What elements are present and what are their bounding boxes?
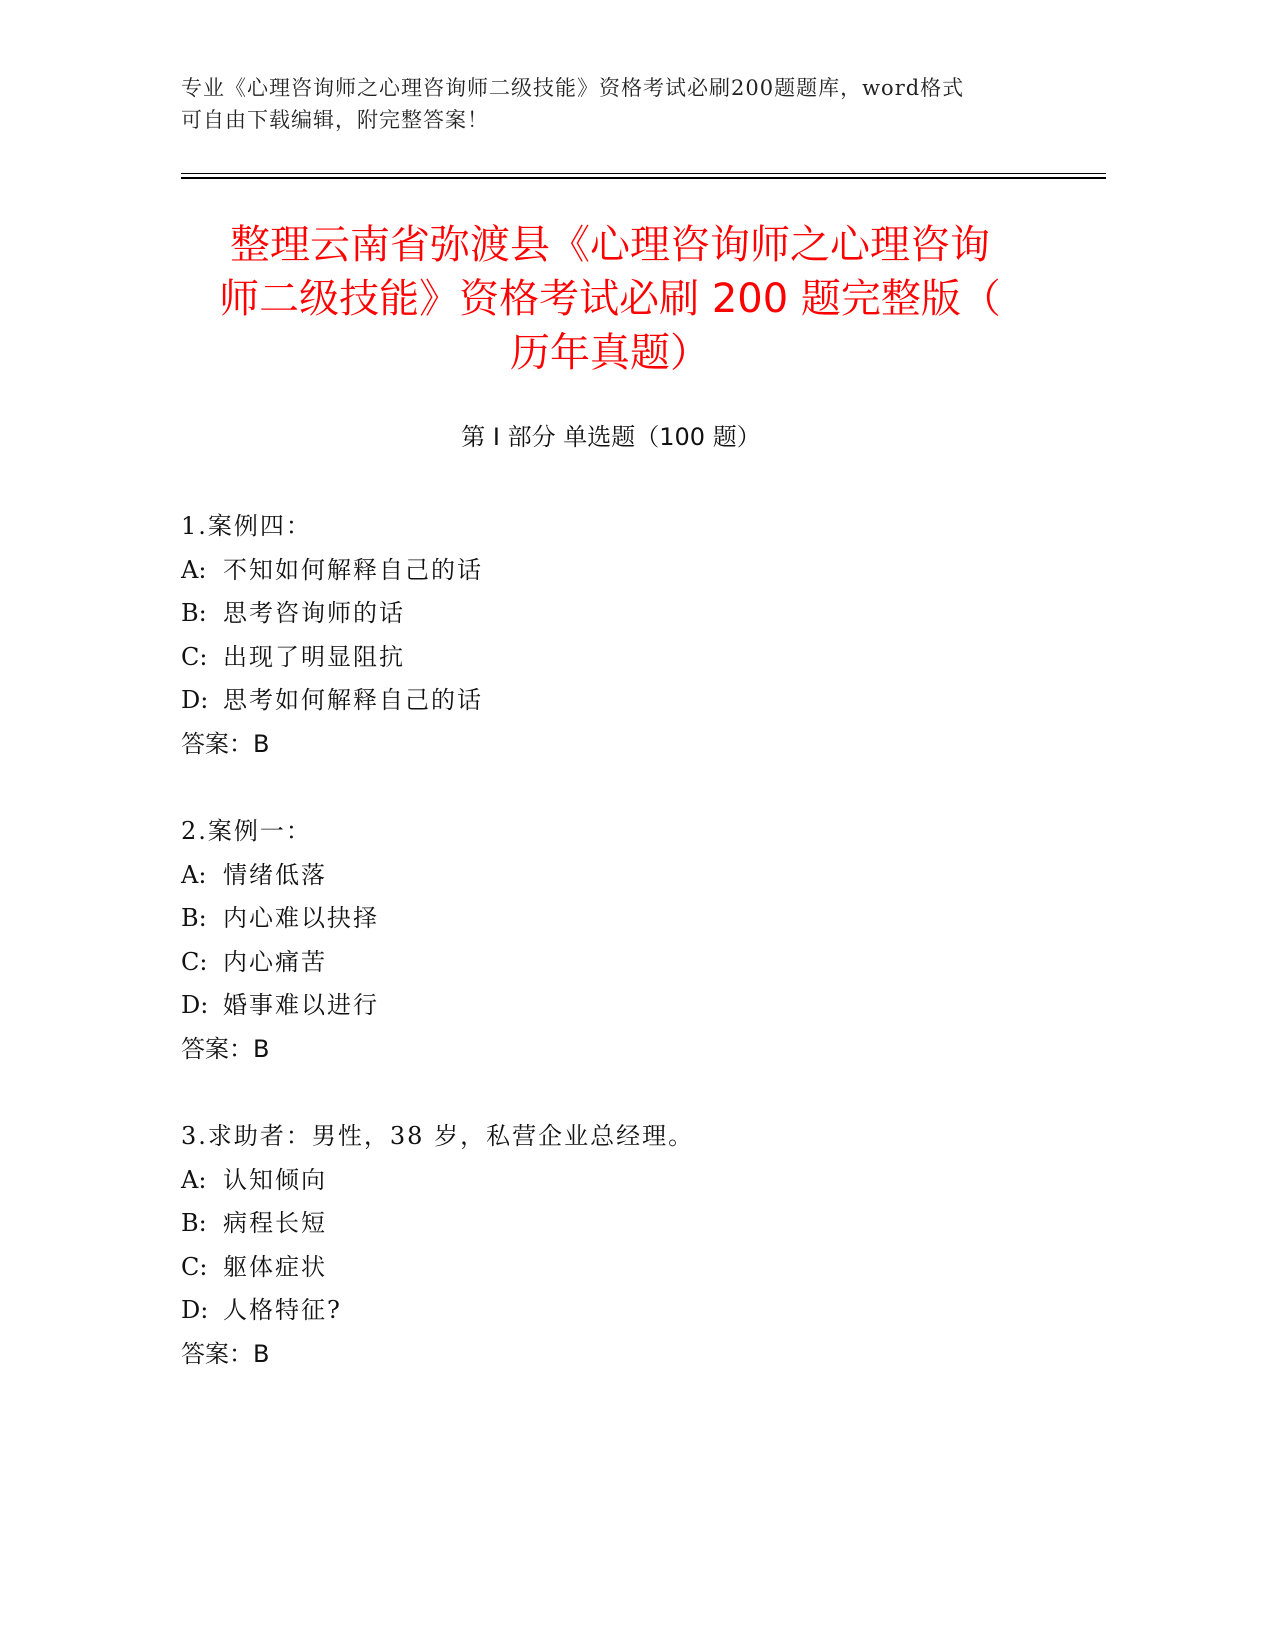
- option-d: [181, 1289, 1041, 1333]
- option-key: D:: [181, 686, 209, 714]
- question-list: [181, 505, 1041, 1420]
- document-title-line-1: 整理云南省弥渡县《心理咨询师之心理咨询: [230, 222, 990, 268]
- option-text: 内心痛苦: [223, 947, 327, 976]
- option-key: B:: [181, 599, 207, 627]
- option-c: [181, 941, 1041, 985]
- question-stem: 1.案例四：: [181, 512, 312, 540]
- section-title: 第 I 部分 单选题（100 题）: [461, 423, 761, 451]
- option-key: C:: [181, 1252, 208, 1281]
- header-note-line-1: 专业《心理咨询师之心理咨询师二级技能》资格考试必刷200题题库，word格式: [181, 76, 965, 100]
- option-d: [181, 679, 1041, 723]
- answer-line: 答案：B: [181, 1034, 270, 1063]
- option-b: [181, 592, 1041, 636]
- question-3: [181, 1115, 1041, 1376]
- option-c: [181, 1246, 1041, 1290]
- option-text: 认知倾向: [223, 1165, 327, 1194]
- question-2: [181, 810, 1041, 1071]
- option-key: A:: [181, 555, 207, 584]
- document-title: [180, 218, 1040, 380]
- option-b: [181, 1202, 1041, 1246]
- option-c: [181, 636, 1041, 680]
- option-a: [181, 1159, 1041, 1203]
- option-text: 婚事难以进行: [223, 991, 379, 1019]
- header-note: [181, 72, 1041, 136]
- question-stem: 2.案例一：: [181, 817, 312, 845]
- option-a: [181, 549, 1041, 593]
- option-key: C:: [181, 642, 208, 671]
- document-title-line-2: 师二级技能》资格考试必刷 200 题完整版（: [219, 276, 1001, 322]
- option-text: 思考咨询师的话: [223, 599, 405, 627]
- header-note-line-2: 可自由下载编辑，附完整答案！: [181, 108, 489, 132]
- option-key: C:: [181, 947, 208, 976]
- option-text: 躯体症状: [223, 1252, 327, 1281]
- option-key: A:: [181, 860, 207, 889]
- option-key: B:: [181, 1209, 207, 1237]
- header-divider-thin: [181, 173, 1106, 174]
- document-title-line-3: 历年真题）: [510, 330, 710, 376]
- option-text: 思考如何解释自己的话: [223, 686, 483, 714]
- header-divider-thick: [181, 177, 1106, 179]
- option-key: A:: [181, 1165, 207, 1194]
- option-b: [181, 897, 1041, 941]
- option-text: 病程长短: [223, 1209, 327, 1237]
- answer-line: 答案：B: [181, 729, 270, 758]
- option-text: 内心难以抉择: [223, 904, 379, 932]
- option-text: 情绪低落: [223, 860, 327, 889]
- option-text: 不知如何解释自己的话: [223, 555, 483, 584]
- option-a: [181, 854, 1041, 898]
- option-key: D:: [181, 991, 209, 1019]
- option-key: D:: [181, 1296, 209, 1324]
- option-text: 人格特征?: [223, 1296, 342, 1324]
- answer-line: 答案：B: [181, 1339, 270, 1368]
- question-stem: 3.求助者：男性，38 岁，私营企业总经理。: [181, 1122, 695, 1150]
- option-d: [181, 984, 1041, 1028]
- option-key: B:: [181, 904, 207, 932]
- option-text: 出现了明显阻抗: [223, 642, 405, 671]
- question-1: [181, 505, 1041, 766]
